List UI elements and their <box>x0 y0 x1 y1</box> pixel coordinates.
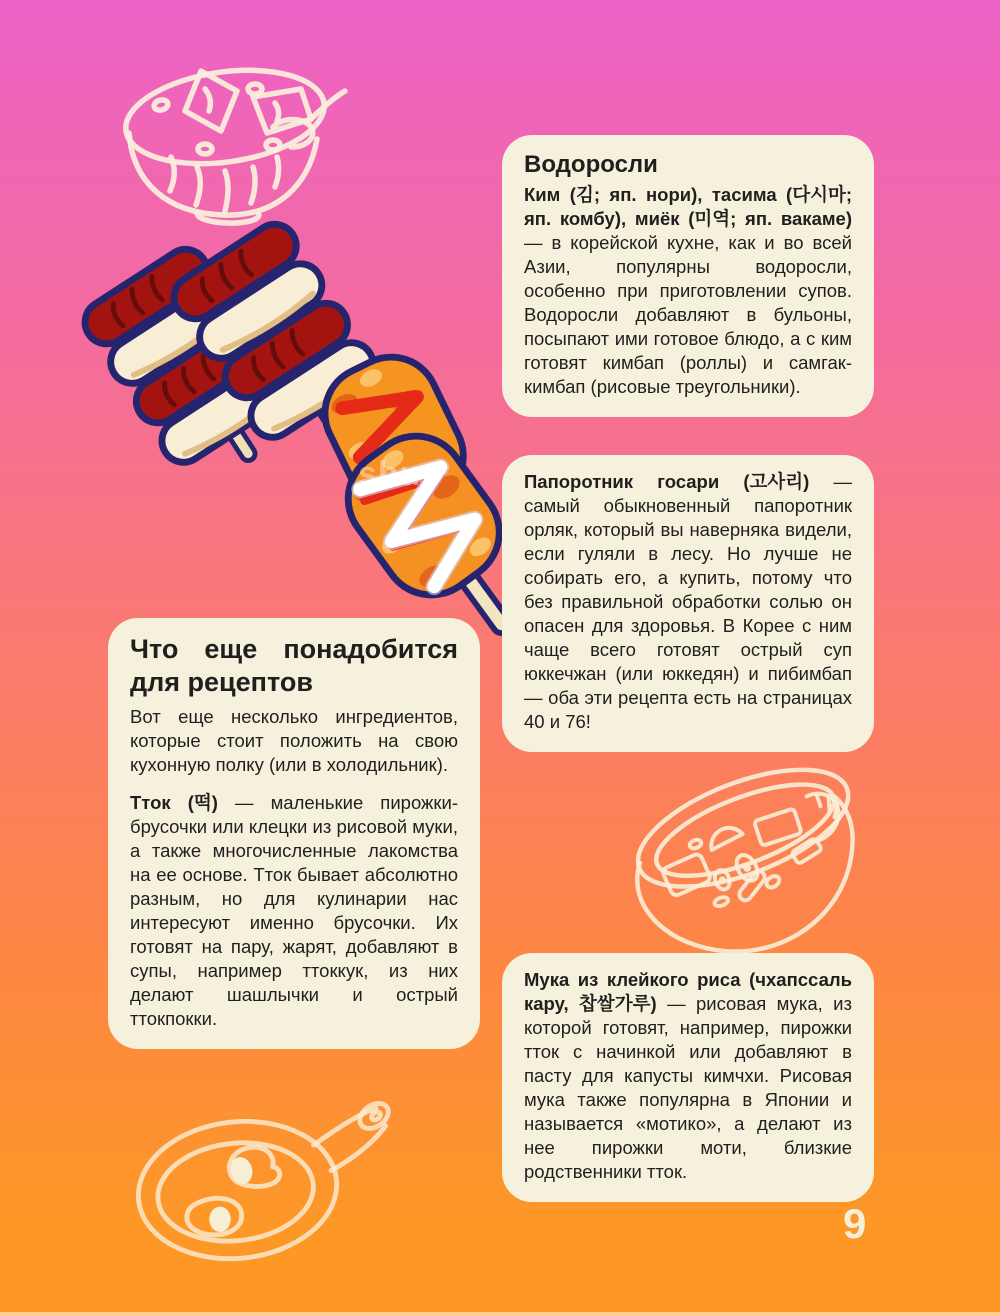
card-rice-flour-body: — рисовая мука, из которой готовят, например, пирожки тток с начинкой или добавляют в пасту для капусты кимчхи. Рисовая мука также популярна в Японии и называется «мотико», а делают из нее пирожки моти, близкие родственники тток. <box>524 993 852 1182</box>
card-fern <box>502 455 874 752</box>
card-seaweed-body: — в корейской кухне, как и во всей Азии, популярны водоросли, особенно при приготовлении супов. Водоросли добавляют в бульоны, посыпают ими готовое блюдо, а с ким готовят кимбап (роллы) и самгак-кимбап (рисовые треугольники). <box>524 232 852 397</box>
card-seaweed <box>502 135 874 417</box>
card-seaweed-lead: Ким (김; яп. нори), тасима (다시마; яп. комбу), миёк (미역; яп. вакаме) <box>524 184 852 229</box>
card-fern-text <box>524 470 852 734</box>
card-rice-flour-text <box>524 968 852 1184</box>
card-fern-lead: Папоротник госари (고사리) <box>524 471 810 492</box>
card-seaweed-text <box>524 183 852 399</box>
card-extras-title-line2: для рецептов <box>130 667 313 697</box>
card-rice-flour <box>502 953 874 1202</box>
ingredients-bowl-doodle-icon <box>618 748 896 958</box>
card-fern-body: — самый обыкновенный папоротник орляк, который вы наверняка видели, если гуляли в лесу. Но лучше не собирать его, а купить, потому что без правильной обработки солью он опасен для здоровья. В Корее с ним чаще всего готовят острый суп юккечжан (или юккедян) и пибимбап — оба эти рецепта есть на страницах 40 и 76! <box>524 471 853 732</box>
card-extras-tteok <box>130 791 458 1031</box>
card-extras-tteok-body: — маленькие пирожки-брусочки или клецки из рисовой муки, а также многочисленные лакомства на ее основе. Тток бывает абсолютно разным, но для кулинарии нас интересуют именно брусочки. Их готовят на пару, жарят, добавляют в супы, например ттоккук, из них делают шашлычки и острый ттокпокки. <box>130 792 458 1029</box>
card-seaweed-title: Водоросли <box>524 151 658 178</box>
soup-bowl-doodle-icon <box>105 45 355 225</box>
card-extras-title-line1: Что еще понадобится <box>130 634 458 664</box>
card-extras-tteok-lead: Тток (떡) <box>130 792 218 813</box>
card-rice-flour-lead: Мука из клейкого риса (чхапссаль кару, 찹쌀가루) <box>524 969 852 1014</box>
card-extras <box>108 618 480 1049</box>
card-extras-title <box>130 633 458 699</box>
page-number: 9 <box>843 1200 867 1247</box>
card-extras-intro: Вот еще несколько ингредиентов, которые стоит положить на свою кухонную полку (или в холодильник). <box>130 706 458 775</box>
page-bottom-edge <box>0 1312 1000 1316</box>
frying-pan-doodle-icon <box>118 1075 400 1270</box>
stock-watermark: shu <box>358 455 422 493</box>
